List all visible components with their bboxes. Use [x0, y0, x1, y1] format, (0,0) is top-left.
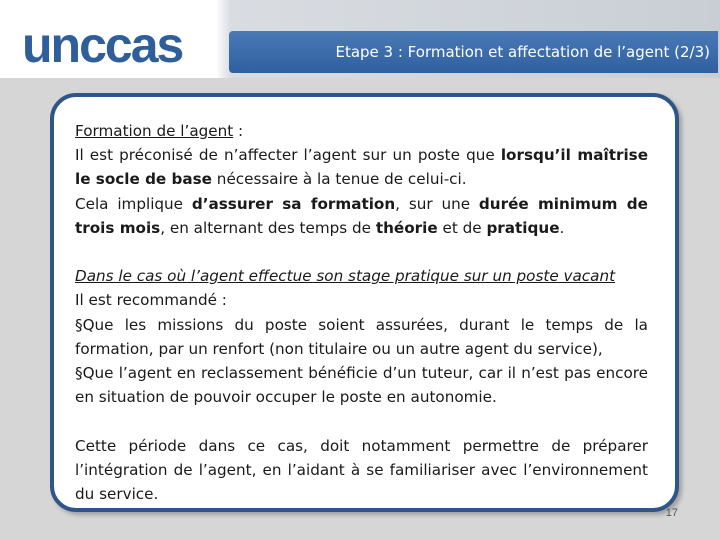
slide-title: Etape 3 : Formation et affectation de l’agent (2/3): [229, 31, 718, 73]
text-run: nécessaire à la tenue de celui-ci.: [211, 170, 467, 189]
bold-run: théorie: [375, 218, 438, 237]
bold-run: lorsqu’il maîtrise le socle de base: [75, 146, 648, 189]
section1-paragraph1: [75, 143, 648, 191]
spacer: [75, 240, 648, 264]
unccas-logo: unccas: [22, 17, 183, 73]
section1-heading-line: [75, 119, 648, 143]
section2-bullet-1: §Que les missions du poste soient assurées, durant le temps de la formation, par un renfort (non titulaire ou un autre agent du service),: [75, 315, 648, 358]
section1-paragraph2: [75, 192, 648, 240]
header: [0, 0, 720, 78]
spacer: [75, 409, 648, 433]
bold-run: durée minimum de trois mois: [75, 194, 648, 237]
content-text: [75, 119, 648, 506]
section1-heading-suffix: :: [233, 122, 244, 140]
section1-heading: Formation de l’agent: [75, 122, 234, 140]
section3-paragraph: Cette période dans ce cas, doit notamment permettre de préparer l’intégration de l’agent, en l’aidant à se familiariser avec l’environnement du service.: [75, 436, 648, 504]
section2-heading-text: Dans le cas où l’agent effectue son stage pratique sur un poste vacant: [75, 267, 616, 286]
bold-run: pratique: [486, 218, 560, 237]
section2-intro: Il est recommandé :: [75, 291, 227, 310]
text-run: .: [559, 218, 565, 237]
text-run: , sur une: [395, 194, 479, 213]
section2-bullet-2: §Que l’agent en reclassement bénéficie d’un tuteur, car il n’est pas encore en situation de pouvoir occuper le poste en autonomie.: [75, 364, 648, 407]
text-run: et de: [437, 218, 487, 237]
section2-heading: [75, 264, 648, 288]
bold-run: d’assurer sa formation: [191, 194, 396, 213]
text-run: Cela implique: [75, 194, 192, 213]
page-number: 17: [665, 507, 678, 519]
text-run: , en alternant des temps de: [160, 218, 376, 237]
text-run: Il est préconisé de n’affecter l’agent sur un poste que: [75, 146, 501, 165]
